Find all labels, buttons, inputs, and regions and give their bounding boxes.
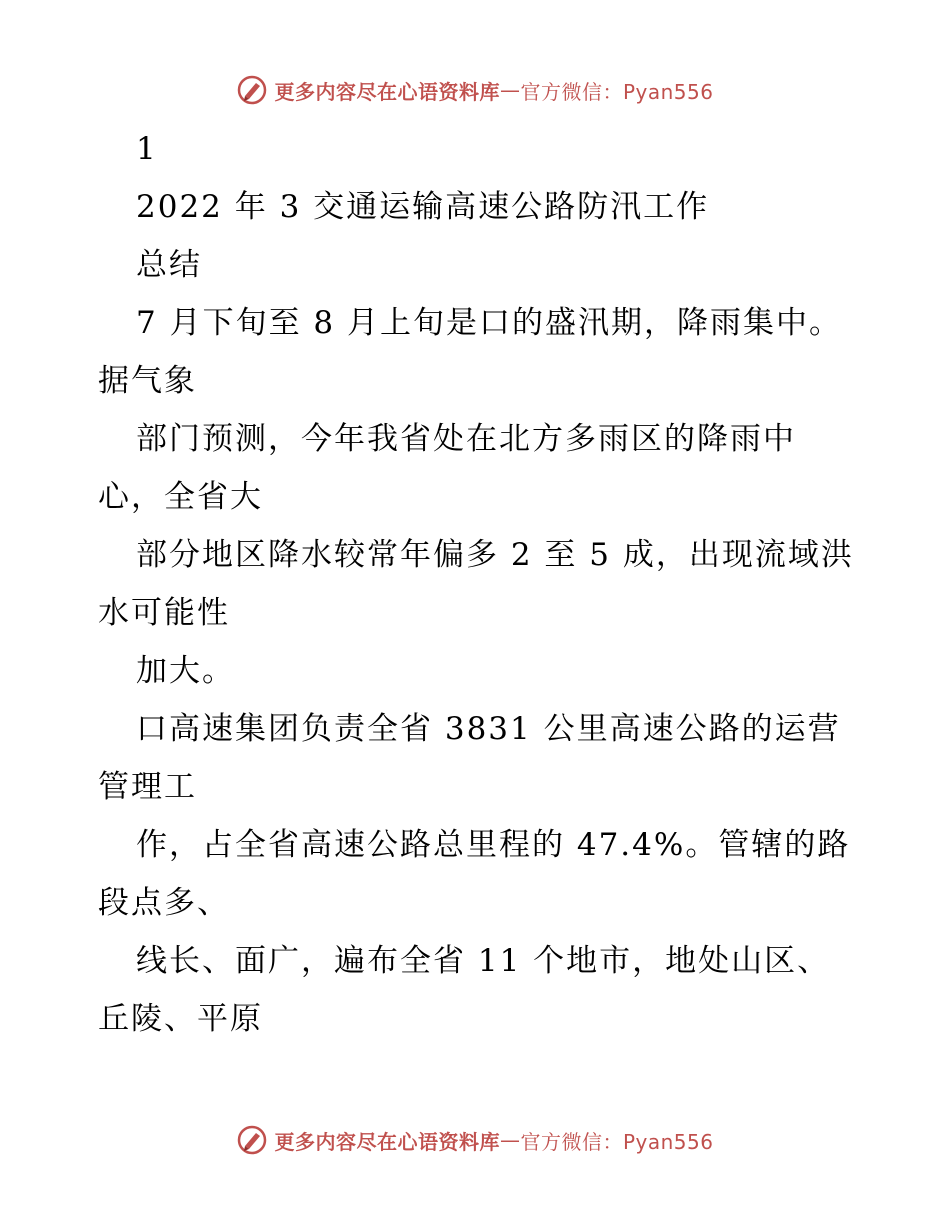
watermark-wechat-text: 官方微信：Pyan556 [520, 1129, 714, 1154]
document-line: 丘陵、平原 [98, 1001, 263, 1037]
document-line: 2022 年 3 交通运输高速公路防汛工作 [136, 189, 710, 225]
document-body [98, 120, 858, 1048]
document-line: 部分地区降水较常年偏多 2 至 5 成，出现流域洪 [136, 537, 854, 573]
document-line: 总结 [136, 247, 202, 283]
document-line: 作，占全省高速公路总里程的 47.4%。管辖的路 [136, 827, 851, 863]
pen-logo-icon [236, 74, 268, 106]
document-line: 管理工 [98, 769, 197, 805]
watermark-separator: — [499, 1128, 521, 1152]
document-line: 加大。 [136, 653, 235, 689]
watermark-wechat-text: 官方微信：Pyan556 [520, 79, 714, 104]
document-line: 心，全省大 [98, 479, 263, 515]
document-line: 据气象 [98, 363, 197, 399]
document-line: 水可能性 [98, 595, 230, 631]
document-line: 线长、面广，遍布全省 11 个地市，地处山区、 [136, 943, 831, 979]
document-line: 1 [136, 131, 158, 167]
document-line: 部门预测，今年我省处在北方多雨区的降雨中 [136, 421, 796, 457]
document-line: 口高速集团负责全省 3831 公里高速公路的运营 [136, 711, 841, 747]
watermark-separator: — [499, 78, 521, 102]
document-line: 7 月下旬至 8 月上旬是口的盛汛期，降雨集中。 [136, 305, 843, 341]
footer-watermark [0, 1124, 950, 1156]
watermark-main-text: 更多内容尽在心语资料库 [274, 79, 500, 104]
document-line: 段点多、 [98, 885, 230, 921]
pen-logo-icon [236, 1124, 268, 1156]
header-watermark [0, 74, 950, 106]
watermark-main-text: 更多内容尽在心语资料库 [274, 1129, 500, 1154]
